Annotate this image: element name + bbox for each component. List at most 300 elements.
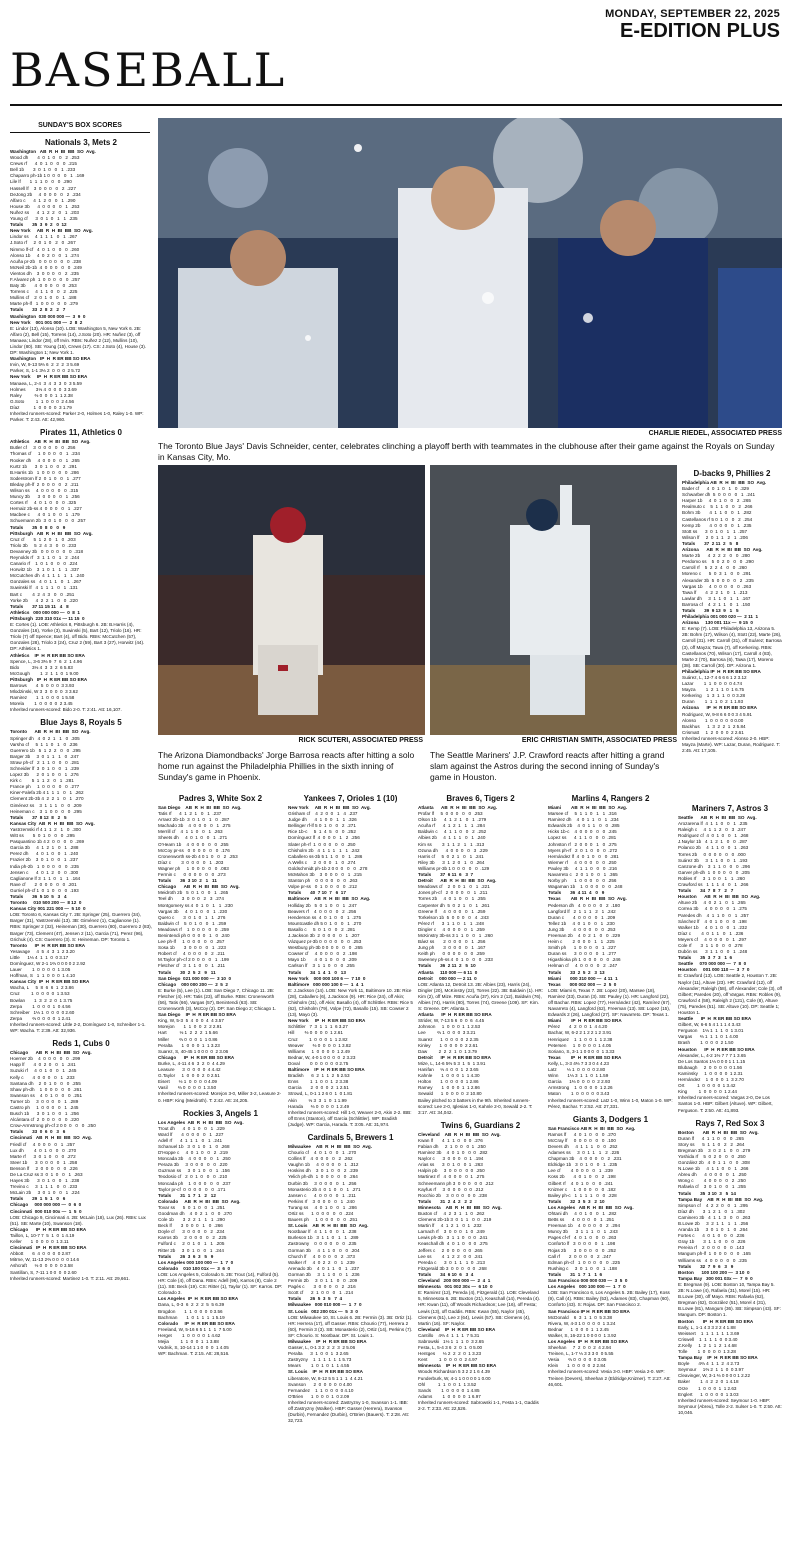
box-line: Rojas 2b 3 0 0 0 0 0 .252 bbox=[548, 1247, 616, 1253]
game-title: Braves 6, Tigers 2 bbox=[446, 794, 515, 803]
box-notes: Inherited runners-scored: Parker 2-0, Holmes 1-0, Raley 1-0. WP: Parker. T: 2:43. Att: 42,960. bbox=[10, 411, 144, 423]
box-line: Bailey ph-c 1 1 1 1 0 0 .228 bbox=[548, 1192, 617, 1198]
box-line: Guzman ss 3 0 1 0 0 1 .156 bbox=[158, 1168, 230, 1174]
box-line: Wagner ph 1 0 0 0 0 0 .083 bbox=[158, 865, 229, 871]
box-line: Miami 000 310 000 — 4 11 1 bbox=[548, 975, 618, 981]
pitching-line: Taillon, L, 10-7 7 5 1 0 1 4.19 bbox=[10, 1232, 75, 1238]
box-line: Hernaiz 2b-ss 4 0 0 0 0 1 .227 bbox=[10, 506, 82, 512]
box-line: Wong c 4 0 0 0 0 2 .250 bbox=[678, 1178, 746, 1184]
pitching-line: Orze 1 0 0 0 1 1 2.63 bbox=[678, 1385, 737, 1391]
box-line: Schneemann ph 3 0 0 0 0 0 .212 bbox=[418, 1180, 494, 1186]
box-line: New York AB R H BI BB SO Avg. bbox=[10, 228, 93, 234]
box-line: Straw ph-cf 2 1 1 0 0 0 .281 bbox=[10, 759, 80, 765]
box-line: Lee ph-lf 1 0 0 0 0 0 .257 bbox=[158, 939, 225, 945]
box-line: Martinez rf 4 0 0 0 0 1 .275 bbox=[418, 1174, 485, 1180]
box-line: Buxton cf 4 2 3 1 1 0 .262 bbox=[418, 1211, 485, 1216]
box-line: Moncada 3b 4 0 0 0 0 1 .250 bbox=[158, 1156, 231, 1162]
column-6 bbox=[678, 800, 782, 1538]
box-line: Ortiz ss 1 0 0 0 0 0 .224 bbox=[288, 1211, 354, 1216]
box-line: Beavers rf 4 0 0 0 0 2 .256 bbox=[288, 908, 357, 914]
right-column-upper bbox=[682, 465, 782, 795]
box-line: Knizner c 1 0 0 0 0 0 .182 bbox=[548, 1186, 616, 1192]
pitching-line: Ferguson 1⅓ 1 1 1 0 1 3.01 bbox=[678, 1028, 744, 1034]
box-line: Fitzgerald 3b 3 0 0 0 0 0 .268 bbox=[418, 1265, 487, 1271]
box-line: Milwaukee 000 010 000 — 1 7 0 bbox=[288, 1302, 362, 1308]
box-line: McKinstry 3b-ss 3 1 1 0 0 1 .260 bbox=[418, 932, 493, 938]
box-line: Thomas cf 1 0 0 0 0 1 .234 bbox=[10, 451, 80, 457]
pitching-line: Brash 1 0 0 0 2 1.50 bbox=[678, 1040, 734, 1046]
game-title: Pirates 11, Athletics 0 bbox=[40, 428, 122, 438]
box-line: Meadows rf 1 0 0 0 0 0 .259 bbox=[158, 926, 229, 932]
pitching-line: San Diego IP H R ER BB SO ERA bbox=[158, 1012, 237, 1018]
box-line: Tatis rf 4 1 2 1 0 1 .237 bbox=[158, 811, 222, 817]
box-line: Totals 31 2 4 2 2 2 bbox=[418, 1198, 473, 1204]
box-line: Montgomery ss 4 0 1 0 1 1 .230 bbox=[158, 902, 233, 908]
box-line: Jung ph 3 0 0 0 0 1 .167 bbox=[418, 945, 486, 951]
pitching-line: Zastryzny 1 1 1 1 1 1 5.73 bbox=[288, 1357, 352, 1363]
box-line: Norby ph 1 0 0 0 0 0 .256 bbox=[548, 878, 617, 884]
box-line: Totals 32 7 9 6 3 9 bbox=[678, 1263, 734, 1269]
box-line: Hernández lf 4 0 1 0 0 0 .281 bbox=[548, 853, 619, 859]
pitching-line: Mitrne, W, 11-13 2⅔ 0 0 0 0 14.6 bbox=[10, 1257, 80, 1263]
mariners-photo-caption: The Seattle Mariners' J.P. Crawford reacts after hitting a grand slam against the Astros during the second inning of Sunday's game in Houston. bbox=[430, 750, 665, 782]
box-line: Vargas 1b 4 0 0 0 0 0 .263 bbox=[682, 583, 752, 589]
pitching-line: Parker, S, 1-1 3⅓ 2 0 0 0 2 5.72 bbox=[10, 368, 81, 374]
box-line: Marte rf 3 0 1 0 0 0 .272 bbox=[10, 1153, 76, 1159]
box-line: J.Jackson 3b 2 0 0 0 0 1 .207 bbox=[288, 932, 360, 938]
box-line: House 3b 4 0 0 0 0 1 .253 bbox=[10, 203, 80, 209]
box-line: Pittsburgh 220 310 01x — 11 15 0 bbox=[10, 615, 85, 621]
pitching-line: Díaz 1 0 0 0 0 3 1.79 bbox=[10, 404, 72, 410]
pitching-line: Bednar, W, 4-0 1 0 0 0 0 2 3.23 bbox=[288, 1054, 356, 1060]
box-line: Pereira rf 2 0 0 0 0 0 .143 bbox=[678, 1245, 745, 1251]
pitching-line: Bednar 1 0 0 0 1 1 2.45 bbox=[548, 1326, 609, 1332]
box-line: Arraez 2b-1b 3 0 1 0 1 0 .287 bbox=[158, 817, 230, 823]
pitching-line: Kaminsky 1 0 0 0 0 1 2.31 bbox=[678, 1070, 743, 1076]
pitching-line: Sands 1 0 0 0 0 1 4.85 bbox=[418, 1387, 480, 1393]
pitching-line: Chicago IP H R ER BB SO ERA bbox=[158, 1054, 235, 1060]
game-title: Nationals 3, Mets 2 bbox=[44, 138, 118, 147]
box-line: Williams ss 4 0 0 0 0 0 .235 bbox=[678, 1257, 747, 1263]
pitching-line: Burke, L, 4-11 4 6 3 2 0 4 4.29 bbox=[158, 1060, 225, 1066]
game-title: Giants 3, Dodgers 1 bbox=[572, 1114, 649, 1124]
box-line: Polanco 2b 4 1 1 0 0 1 .263 bbox=[678, 845, 749, 851]
box-line: Sweeney ph-ss 4 0 1 0 0 0 .233 bbox=[418, 957, 493, 963]
box-line: Quero c 3 0 1 0 1 1 .276 bbox=[158, 914, 226, 920]
box-dbacks bbox=[682, 468, 782, 754]
pitching-line: Zerpa 1 0 0 0 1 0 4.56 bbox=[10, 1003, 71, 1009]
box-line: Bart c 4 2 4 3 0 0 .251 bbox=[10, 591, 75, 597]
box-line: Fermin 2b 3 0 1 1 0 0 .209 bbox=[288, 1278, 358, 1284]
pitching-line: G.Soto 1 1 0 0 0 2 4.56 bbox=[10, 398, 75, 404]
box-line: Marsee cf 5 1 1 0 1 1 .316 bbox=[548, 811, 617, 817]
box-line: Mullins cf 2 0 1 0 0 1 .188 bbox=[10, 295, 77, 301]
box-line: Kiner-Falefa 2b 4 1 1 1 0 1 .262 bbox=[10, 790, 84, 796]
box-line: Castellanos rf 5 0 1 0 0 2 .254 bbox=[682, 516, 753, 522]
box-line: Garver ph-dh 1 0 0 0 0 0 .205 bbox=[678, 869, 750, 875]
box-line: Canario rf 1 0 1 0 0 0 .224 bbox=[10, 561, 78, 567]
box-line: Jeffers c 2 0 0 0 0 0 .265 bbox=[418, 1247, 483, 1253]
box-line: Gorman 3b 3 1 1 0 0 1 .236 bbox=[288, 1271, 360, 1277]
box-summary: E: J.Jackson (14). LOB: New York 11, Baltimore 10. 2B: Rice (28), Caballero (6), J.Jackson (9). HR: Rice (24), off Akin; Chisholm (31), off Akin; Basallo (4), off Schlittler. RBIs: Rice 5 (62), Chisholm (79), Volpe (72), Basallo (15). SB: Cowser 2 (13), Mayo (3). bbox=[288, 987, 413, 1018]
box-line: McCray lf 0 0 0 0 0 0 .100 bbox=[548, 1137, 616, 1143]
pitching-line: Funderburk, W, 4-1 1 0 0 0 0 1 0.00 bbox=[418, 1375, 491, 1381]
box-line: Witt ss 5 0 1 0 0 0 .295 bbox=[10, 833, 75, 839]
box-line: McCutchen dh 4 1 1 1 1 1 .240 bbox=[10, 573, 85, 579]
box-line: Vázquez pr-3b 0 0 0 0 0 0 .253 bbox=[288, 939, 362, 945]
pitching-line: Detroit IP H R ER BB SO ERA bbox=[418, 1054, 491, 1060]
box-padres bbox=[158, 793, 283, 1104]
box-line: Varsho cf 5 1 1 0 1 0 .236 bbox=[10, 741, 78, 747]
box-line: Koss 2b 4 0 1 0 0 2 .198 bbox=[548, 1174, 616, 1180]
box-notes: Inherited runners-scored: Hill 1-0, Weaver 2-0, Akin 2-2. IBB: off Enns (Stanton), off Garcia (Schlittler). WP: Bradish (Judge). WP: Garcia, Harada. T: 3:05. Att: 31,974. bbox=[288, 1109, 412, 1127]
box-line: B.Lowe 2b 3 2 1 1 1 1 .256 bbox=[678, 1221, 749, 1226]
box-line: Totals 40 7 10 7 6 17 bbox=[288, 890, 346, 896]
box-line: Baldwin cf 5 0 1 0 0 1 .259 bbox=[158, 920, 227, 926]
box-line: Crawford ss 1 1 1 4 0 1 .266 bbox=[678, 882, 749, 888]
pitching-line: Latz ⅓ 1 0 0 0 0 2.80 bbox=[548, 1067, 606, 1073]
box-line: Tellez 1b 4 0 1 0 0 1 .230 bbox=[548, 920, 615, 926]
box-line: Cole 1b 3 2 2 1 1 1 .290 bbox=[158, 1217, 225, 1223]
mariners-photo-credit: ERIC CHRISTIAN SMITH, ASSOCIATED PRESS bbox=[521, 737, 677, 744]
box-line: Fortes c 4 0 1 0 0 0 .236 bbox=[678, 1233, 745, 1239]
box-line: Bauers ph 1 0 0 0 0 0 .251 bbox=[288, 1217, 358, 1223]
box-line: Profar lf 5 0 0 0 0 0 .253 bbox=[418, 811, 483, 817]
box-line: Schanuel 1b 3 0 1 0 1 0 .268 bbox=[158, 1143, 230, 1149]
pitching-line: Alonso 1 0 0 0 0 0 0.00 bbox=[682, 717, 744, 723]
pitching-line: McDonald 6 3 1 1 0 5 3.38 bbox=[548, 1314, 613, 1320]
box-line: Kelly c 4 0 0 0 0 1 .233 bbox=[10, 1074, 75, 1080]
pitching-line: Cruz 1 0 0 0 0 1 3.53 bbox=[10, 991, 70, 997]
box-line: Totals 29 1 5 1 0 6 bbox=[10, 1196, 66, 1202]
box-line: Nimmo lf-cf 4 0 1 0 0 0 .260 bbox=[10, 246, 80, 252]
pitching-line: Leasure 3 0 0 0 0 4 4.42 bbox=[158, 1067, 221, 1073]
pitching-line: Spence, L, 3-6 3⅔ 9 7 6 2 1 4.96 bbox=[10, 658, 83, 664]
box-line: Cincinnati 000 010 00x — 1 5 0 bbox=[10, 1208, 82, 1214]
pitching-line: Kerkering 1 3 1 1 0 0 3.28 bbox=[682, 693, 746, 699]
box-line: Arizona 130 001 11x — 9 15 0 bbox=[682, 620, 753, 626]
pitching-line: Lazar 1 1 0 0 0 0 4.74 bbox=[682, 681, 743, 687]
box-summary: LOB: Chicago 9, Cincinnati 4. 2B: McLain (18), Lux (26). RBIs: Lux (51). SB: Marte (10), Swanson (18). bbox=[10, 1214, 146, 1226]
pitching-line: Petersen 1 0 0 0 0 1 4.05 bbox=[548, 1042, 612, 1048]
box-line: De La Cruz ss 3 0 1 0 0 1 .263 bbox=[10, 1172, 83, 1177]
pitching-line: Little 1⅓ 4 1 1 0 0 3.17 bbox=[10, 954, 69, 960]
box-line: Lee cf 4 0 0 0 0 1 .239 bbox=[548, 1168, 613, 1174]
pitching-line: Miami IP H R ER BB SO ERA bbox=[548, 1018, 622, 1024]
pitching-line: Pérez 4 2 0 0 1 4 4.20 bbox=[548, 1024, 608, 1030]
box-line: San Diego 021 000 000 — 3 10 0 bbox=[158, 975, 232, 981]
box-line: Adell rf 4 1 1 1 0 1 .241 bbox=[158, 1137, 223, 1143]
pitching-line: Ohl 1 1 0 0 1 1 3.52 bbox=[418, 1381, 477, 1387]
box-line: Rooker dh 4 0 0 0 0 1 .265 bbox=[10, 457, 80, 463]
box-line: Meidroth 2b 5 0 1 0 0 1 .265 bbox=[158, 890, 229, 896]
box-line: Rave cf 2 0 0 0 0 0 .201 bbox=[10, 881, 77, 887]
box-line: Duran lf 4 1 1 0 0 0 .265 bbox=[678, 1135, 744, 1141]
pitching-line: Atlanta IP H R ER BB SO ERA bbox=[418, 1012, 492, 1018]
box-line: Totals 35 3 9 2 0 12 bbox=[10, 222, 67, 228]
box-line: Torres 2b 4 0 1 0 0 1 .255 bbox=[418, 896, 486, 902]
box-line: Tovar ss 5 0 1 0 0 1 .251 bbox=[158, 1204, 225, 1210]
box-line: Kim ss 3 1 1 2 1 1 .313 bbox=[418, 841, 485, 847]
box-line: Heim c 2 0 0 0 1 1 .225 bbox=[548, 939, 615, 945]
box-line: Raleigh c 4 1 1 2 0 3 .247 bbox=[678, 827, 746, 833]
box-notes: Inherited runners-scored: Sabrowski 1-1, Festa 1-1, Gaddis 2-2. T: 2:33. Att: 22,526. bbox=[418, 1399, 539, 1411]
box-line: Halpin pb 3 0 0 0 0 0 .250 bbox=[418, 1168, 485, 1174]
box-line: Williams pr-3b 1 0 0 0 0 0 .129 bbox=[418, 865, 490, 871]
box-twins bbox=[418, 1120, 543, 1412]
box-line: Caballero ss-3b 5 1 1 0 0 1 .286 bbox=[288, 853, 363, 859]
pitching-line: Bachar, W, 6-2 2 1 2 2 1 2 3.91 bbox=[548, 1030, 612, 1036]
box-line: Kansas City AB R H BI BB SO Avg. bbox=[10, 820, 95, 826]
box-line: DeJong 2b 4 0 0 0 0 2 .234 bbox=[10, 191, 81, 197]
box-line: Mangum ph-lf 1 0 0 0 0 0 .165 bbox=[678, 1251, 751, 1257]
game-title: Rays 7, Red Sox 3 bbox=[695, 1118, 765, 1128]
box-line: Díaz dh 3 1 2 1 0 1 .302 bbox=[678, 1208, 745, 1214]
pitching-line: Hernández 1 0 0 0 1 3 2.70 bbox=[678, 1077, 744, 1083]
pitching-line: Englert 1 0 0 0 0 1 3.03 bbox=[678, 1391, 739, 1397]
pitching-line: Holton 1 0 0 0 0 1 2.86 bbox=[418, 1079, 479, 1085]
box-line: Totals 32 3 5 3 2 10 bbox=[548, 1198, 605, 1204]
box-line: Gray 1b 3 1 1 0 0 0 .226 bbox=[678, 1239, 746, 1245]
box-line: Schuemann 2b 3 0 1 0 0 0 .257 bbox=[10, 518, 86, 524]
box-line: Castro ph 1 0 0 0 0 1 .245 bbox=[10, 1104, 79, 1110]
box-line: Kwan lf 4 1 1 0 0 0 .276 bbox=[418, 1137, 483, 1143]
main-photo-credit: CHARLIE RIEDEL, ASSOCIATED PRESS bbox=[648, 430, 782, 437]
box-line: Carpenter dh 5 0 2 1 0 1 .261 bbox=[418, 902, 490, 908]
pitching-line: Bradish 6 2 1 1 2 5 2.53 bbox=[288, 1073, 350, 1079]
box-giants bbox=[548, 1114, 673, 1388]
box-notes: Inherited runners-scored: Bido 2-0. T: 2:41. Att: 16,107. bbox=[10, 707, 122, 713]
pitching-line: G.Taylor 1 0 0 0 2 0 2.51 bbox=[158, 1073, 220, 1079]
dbacks-photo bbox=[158, 465, 425, 735]
box-line: Grisham cf 4 2 0 0 1 4 .237 bbox=[288, 811, 358, 817]
pitching-line: Morejon 1 1 0 0 2 2 2.91 bbox=[158, 1024, 222, 1030]
box-summary: LOB: San Francisco 6, Los Angeles 5. 2B: Bailey (17), Koss (9), Call (4). RBIs: Bailey (53), Adames (83), Chapman (60), Conforto (43). S: Rojas. DP: San Francisco 2. bbox=[548, 1290, 670, 1308]
pitching-line: Akin ⅓ 3 3 1 0 1 1.99 bbox=[288, 1097, 347, 1103]
box-braves bbox=[418, 793, 543, 1116]
box-line: Mayo 1b 4 0 1 0 0 0 .209 bbox=[288, 957, 357, 963]
box-line: Benson lf 2 0 0 0 0 0 .226 bbox=[10, 1165, 78, 1171]
pitching-line: Boston IP H R ER BB SO ERA bbox=[678, 1318, 754, 1324]
box-line: Totals 36 5 10 5 3 4 bbox=[10, 893, 67, 899]
box-line: Milwaukee AB R H BI BB SO Avg. bbox=[288, 1143, 372, 1149]
box-line: Soderstrom lf 2 0 1 0 0 1 .277 bbox=[10, 475, 81, 481]
pitching-line: Rodriguez, W, 9-8 6 6 0 0 3 4 5.91 bbox=[682, 711, 752, 717]
box-line: Toronto AB R H BI BB SO Avg. bbox=[10, 729, 91, 735]
pitching-line: Chicago IP H R ER BB SO ERA bbox=[10, 1226, 87, 1232]
box-line: Freeman 1b 4 0 0 0 0 2 .294 bbox=[548, 1223, 621, 1229]
box-line: Seattle 070 000 000 — 7 8 0 bbox=[678, 961, 747, 967]
pitching-line: Yesavage 4 5 4 3 1 2 3.20 bbox=[10, 948, 75, 954]
box-line: Walker 1b 4 0 1 0 0 1 .232 bbox=[678, 924, 748, 930]
box-line: Karros 3b 2 0 0 0 0 2 .225 bbox=[158, 1235, 227, 1241]
box-line: Devers dh 4 1 1 1 0 0 .252 bbox=[548, 1143, 618, 1149]
box-line: Fermin c 0 0 0 0 0 0 .273 bbox=[158, 872, 226, 878]
box-summary: LOB: Atlanta 12, Detroit 13. 2B: Albies (23), Harris (24), Dingler (20), McKinstry (22), Torres (22). 3B: Baldwin (1). HR: Kim (2), off Mize. RBIs: Acuña (37), Kim 2 (12), Baldwin (76), Albies (74), Harris (80), Torres (74), Greene (109). SF: Kim. S: Greene. DP: Atlanta 1. bbox=[418, 981, 543, 1012]
box-line: McLain 2b 3 0 1 0 0 1 .224 bbox=[10, 1190, 80, 1196]
pitching-line: Milwaukee IP H R ER BB SO ERA bbox=[288, 1338, 367, 1344]
box-line: St. Louis 002 200 01x — 5 3 0 bbox=[288, 1308, 358, 1314]
box-line: Totals 37 6 11 6 3 7 bbox=[418, 872, 474, 878]
pitching-line: New York IP H R ER BB SO ERA bbox=[10, 374, 88, 380]
box-line: Texas 000 002 000 — 2 5 0 bbox=[548, 981, 617, 987]
box-line: A.Wells c 2 0 0 0 1 0 .274 bbox=[288, 859, 356, 865]
box-line: Alexander 3b 5 0 0 0 0 2 .235 bbox=[682, 577, 754, 583]
box-line: Pittsburgh AB R H BI BB SO Avg. bbox=[10, 530, 93, 536]
box-line: Duran ss 3 0 0 0 0 1 .277 bbox=[548, 951, 617, 957]
pitching-line: Schlittler 7 3 1 1 1 6 3.27 bbox=[288, 1024, 348, 1030]
box-line: Arias ss 3 0 1 0 0 1 .263 bbox=[418, 1162, 483, 1168]
pitching-line: Ort 1 0 0 0 0 1 3.42 bbox=[678, 1083, 736, 1089]
box-line: Nootbaar lf 4 1 1 0 0 1 .238 bbox=[288, 1229, 357, 1235]
box-line: Sosa 1b 3 0 0 0 0 1 .223 bbox=[158, 945, 226, 951]
box-line: Gilbert rf 4 0 1 0 0 0 .241 bbox=[548, 1180, 613, 1186]
box-line: Rocchio 2b 3 0 0 0 0 0 .238 bbox=[418, 1192, 487, 1198]
box-notes: Inherited runners-scored: Zastryzny 1-0, Svanson 1-1. IBB: off Zastryzny (Walker). HBP: Gasser (Herrera), Svanson (Durbin), Fernandez (Durbin), O'Brien (Bauers). T: 2:28. Att: 32,723. bbox=[288, 1399, 410, 1424]
box-line: Conforto lf 3 0 0 0 0 1 .198 bbox=[548, 1241, 616, 1247]
box-line: Texas AB R H BI BB SO Avg. bbox=[548, 896, 627, 902]
pitching-line: Colorado IP H R ER BB SO ERA bbox=[158, 1320, 235, 1326]
box-line: Chicago 000 000 200 — 2 5 2 bbox=[158, 981, 228, 987]
box-line: Friedl cf 4 0 0 0 0 1 .257 bbox=[10, 1141, 75, 1147]
box-line: Adames ss 3 0 1 1 1 2 .226 bbox=[548, 1150, 620, 1156]
column-3 bbox=[288, 790, 413, 1538]
pitching-line: Los Angeles IP H R ER BB SO ERA bbox=[158, 1296, 239, 1302]
box-line: M.Taylor ph-cf 2 0 0 0 0 1 .199 bbox=[158, 957, 229, 963]
box-line: Totals 34 7 8 7 2 7 bbox=[678, 888, 734, 894]
box-line: Athletics 000 000 000 — 0 8 1 bbox=[10, 609, 80, 615]
pitching-line: Morela 1 0 0 0 0 2 3.45 bbox=[10, 701, 73, 707]
box-line: Riley 3b 3 1 2 0 1 0 .264 bbox=[418, 859, 485, 865]
box-line: Meadows cf 2 0 0 1 0 1 .221 bbox=[418, 884, 490, 890]
pitching-line: Garcia 2 0 0 0 2 1 2.51 bbox=[288, 1085, 349, 1091]
box-line: Baty 3b 4 0 0 0 0 0 .253 bbox=[10, 283, 77, 289]
box-line: Westburg ph-3b 0 0 0 0 0 0 .265 bbox=[288, 945, 363, 951]
game-title: Blue Jays 8, Royals 5 bbox=[40, 718, 122, 728]
pitching-line: Suarez 1 0 0 0 0 2 2.35 bbox=[418, 1036, 479, 1042]
box-line: Happ lf 4 0 2 0 0 1 .241 bbox=[10, 1062, 76, 1068]
box-line: Baltimore AB R H BI BB SO Avg. bbox=[288, 896, 371, 902]
box-line: Báez ss 2 0 0 0 0 1 .256 bbox=[418, 939, 486, 945]
pitching-line: Duran 1 1 1 0 2 1 1.93 bbox=[682, 699, 744, 705]
pitching-line: Tolle 1 0 0 0 0 1 3.28 bbox=[678, 1348, 736, 1354]
pitching-line: Gasser, L, 0-1 3 2 2 2 3 2 5.06 bbox=[288, 1345, 356, 1351]
pitching-line: Hoffman, S 1 1 0 0 0 1 4.10 bbox=[10, 973, 76, 979]
pitching-line: Kansas City IP H R ER BB SO ERA bbox=[10, 979, 90, 985]
pitching-line: Vargas ⅔ 1 1 1 0 1 4.00 bbox=[678, 1034, 739, 1040]
box-line: Mountcastle dh 5 0 1 0 0 1 .270 bbox=[288, 920, 362, 926]
pitching-line: Los Angeles IP H R ER BB SO ERA bbox=[548, 1338, 629, 1344]
pitching-line: Kelly, L, 3-3 4⅔ 7 3 3 0 4 4.23 bbox=[548, 1060, 609, 1066]
box-summary: LOB: Miami 6, Texas 7. 2B: Lopez (20), Marsee (18), Ramirez (33), Duran (3). SB: Pauley (1). HR: Langford (22), off Bachar. RBIs: Lopez (77), Hernández (42), Ramírez (67), Navarreto (4), Langford (62), Freeman (13). SB: Lopez (15), Edwards 2 (26), Langford (27). SF: Navarreto. DP: Texas 1. bbox=[548, 987, 671, 1018]
pitching-line: Seattle IP H R ER BB SO ERA bbox=[678, 1016, 752, 1022]
pitching-line: Hill ⅔ 0 0 0 0 1 2.61 bbox=[288, 1030, 343, 1036]
pitching-line: Garcia 1⅔ 0 0 0 0 2 2.93 bbox=[548, 1079, 611, 1085]
box-line: Philadelphia AB R H BI BB SO Avg. bbox=[682, 480, 767, 485]
pitching-line: Peralta 3 1 0 0 1 3 2.65 bbox=[288, 1351, 349, 1357]
box-line: Springer dh 4 0 2 1 1 0 .305 bbox=[10, 735, 80, 741]
box-line: Steer 1b 3 0 0 0 0 1 .258 bbox=[10, 1159, 78, 1165]
box-line: Cruz cf 5 1 2 0 1 0 .203 bbox=[10, 536, 76, 542]
pitching-line: Dana, L, 0-3 6 2 2 2 5 5 6.39 bbox=[158, 1302, 225, 1308]
box-line: Triolo 3b 5 2 4 3 0 0 .233 bbox=[10, 542, 77, 548]
box-line: Bleday ph-lf 2 0 0 0 0 2 .211 bbox=[10, 481, 79, 487]
box-line: Detroit 000 000 — 2 11 0 bbox=[418, 975, 477, 981]
box-line: Ohtani dh 4 0 1 0 0 1 .282 bbox=[548, 1211, 617, 1216]
box-line: Keaschall dh 4 0 1 0 0 0 .275 bbox=[418, 1241, 488, 1247]
pitching-line: Freeland, W, 5-16 6 5 1 1 1 7 5.00 bbox=[158, 1326, 232, 1332]
box-notes: Inherited runners-scored: Vargas 2-0, De Los Santos 1-0. HBP: Gilbert (Altuve). WP: Gilbert, Ferguson. T: 2:50. Att: 41,893. bbox=[678, 1095, 773, 1113]
box-line: Wood dh 4 0 1 0 0 2 .253 bbox=[10, 155, 80, 161]
pitching-line: Schreiber 1⅓ 1 0 0 0 0 2.60 bbox=[10, 1009, 75, 1015]
box-line: Lee ss 4 1 2 2 0 0 .241 bbox=[418, 1253, 483, 1259]
pitching-line: Kinley 1 0 0 0 0 2 2.61 bbox=[418, 1042, 478, 1048]
box-line: Eldridge 1b 3 0 1 0 0 1 .235 bbox=[548, 1162, 618, 1168]
pitching-line: Abbott 6 4 0 0 0 0 2.87 bbox=[10, 1251, 71, 1257]
pitching-line: Weaver ⅔ 0 0 0 0 1 3.82 bbox=[288, 1042, 351, 1048]
box-line: Guerrero 1b 5 1 2 2 0 0 .295 bbox=[10, 747, 81, 753]
pitching-line: Miller ⅔ 0 0 0 1 1 0.86 bbox=[158, 1036, 218, 1042]
pitching-line: Sabrowski 1⅓ 1 1 1 0 3 2.65 bbox=[418, 1338, 484, 1344]
box-line: Teodosio cf 2 0 1 0 0 0 .210 bbox=[158, 1174, 228, 1180]
pitching-line: Lee ⅔ 1 0 0 0 3 3.21 bbox=[418, 1030, 476, 1036]
celebration-image bbox=[158, 118, 782, 428]
pitching-line: Hart ⅓ 1 2 2 2 1 5.66 bbox=[158, 1030, 218, 1036]
pitching-line: Boyle 4⅔ 4 1 1 2 4 2.73 bbox=[678, 1361, 740, 1367]
box-line: Scott cf 2 1 0 0 0 1 .214 bbox=[288, 1290, 354, 1296]
pitching-line: Vasil ⅔ 0 0 0 0 1 3.50 bbox=[158, 1085, 217, 1091]
box-rockies bbox=[158, 1108, 283, 1358]
box-line: Hassell lf 3 0 0 0 0 2 .227 bbox=[10, 185, 76, 191]
game-title: Padres 3, White Sox 2 bbox=[178, 794, 263, 803]
box-line: Perdomo ss 5 0 2 0 0 0 .290 bbox=[682, 559, 754, 565]
box-line: Cole rf 3 1 1 0 0 0 .278 bbox=[678, 942, 743, 948]
pitching-line: Harada ⅔ 0 0 0 0 1 2.49 bbox=[288, 1103, 350, 1109]
box-line: Rushing c 3 0 1 0 0 1 .188 bbox=[548, 1265, 617, 1271]
box-line: Busch 1b 3 0 1 0 0 1 .256 bbox=[10, 1111, 79, 1117]
box-line: Jansen c 4 0 0 0 0 1 .211 bbox=[288, 1192, 356, 1198]
box-line: Naylor c 3 0 0 0 0 1 .194 bbox=[418, 1156, 484, 1162]
box-line: Altuve 2b 4 0 2 1 0 1 .265 bbox=[678, 900, 746, 906]
pitching-line: Baker 1 4 2 2 0 1 4.18 bbox=[678, 1379, 739, 1385]
box-line: Dingler c 4 0 0 0 0 1 .259 bbox=[418, 926, 485, 932]
dbacks-photo-caption: The Arizona Diamondbacks' Jorge Barrosa reacts after hitting a solo home run against the Philadelphia Phillies in the sixth inning of Sunday's game in Phoenix. bbox=[158, 750, 415, 782]
box-line: Kurtz 1b 3 0 1 0 0 2 .291 bbox=[10, 463, 77, 469]
box-notes: WP: Bachman. T: 2:15. Att: 28,516. bbox=[158, 1351, 230, 1357]
date-line: MONDAY, SEPTEMBER 22, 2025 bbox=[605, 8, 780, 20]
box-cardinals bbox=[288, 1132, 413, 1424]
pitching-line: Fernandez 1 1 0 0 0 0 4.10 bbox=[288, 1387, 354, 1393]
box-line: B.Harris 1b 1 0 0 0 0 0 .286 bbox=[10, 469, 79, 475]
box-line: Minnesota AB R H BI BB SO Avg. bbox=[418, 1204, 502, 1210]
pitching-line: Bachman 1 0 1 1 1 1 5.19 bbox=[158, 1314, 225, 1320]
box-line: Lewis ph-3b 3 1 1 0 0 0 .241 bbox=[418, 1235, 488, 1241]
box-line: Edwards 2b 4 0 1 1 0 0 .285 bbox=[548, 823, 620, 829]
box-line: Kirk c 5 1 1 2 0 1 .281 bbox=[10, 778, 74, 784]
box-line: O'Hearn 1b 4 0 0 0 0 0 .255 bbox=[158, 841, 229, 847]
box-line: Wiemer rf 4 0 0 0 0 0 .250 bbox=[548, 859, 617, 865]
box-line: Santana dh 2 0 1 0 0 0 .255 bbox=[10, 1080, 81, 1086]
box-line: Sánchez lf 4 0 1 0 0 0 .198 bbox=[678, 918, 747, 924]
pitching-line: O'Brien 1 0 0 0 1 0 2.09 bbox=[288, 1393, 350, 1399]
pitching-line: Houston IP H R ER BB SO ERA bbox=[678, 1046, 755, 1052]
crawford-image bbox=[430, 465, 677, 735]
pitching-line: Walker, S, 16-22 1 0 0 0 0 1 3.92 bbox=[548, 1332, 617, 1338]
box-summary: LOB: Los Angeles 5, Colorado 5. 2B: Trout (14), Fulford (5). HR: Cole (4), off Dana. RBIs: Adell (96), Karros (8), Cole 2 (11). SB: Beck (19). CS: Ritter (1), Taylor (1). SF: Karros. DP: Colorado 3. bbox=[158, 1271, 283, 1296]
box-line: India ph-2b 1 0 0 0 0 0 .235 bbox=[10, 863, 79, 869]
box-line: Tampa Bay 300 001 03x — 7 9 0 bbox=[678, 1275, 753, 1281]
pitching-line: Keller 1 0 0 0 0 1 3.11 bbox=[10, 1239, 69, 1245]
